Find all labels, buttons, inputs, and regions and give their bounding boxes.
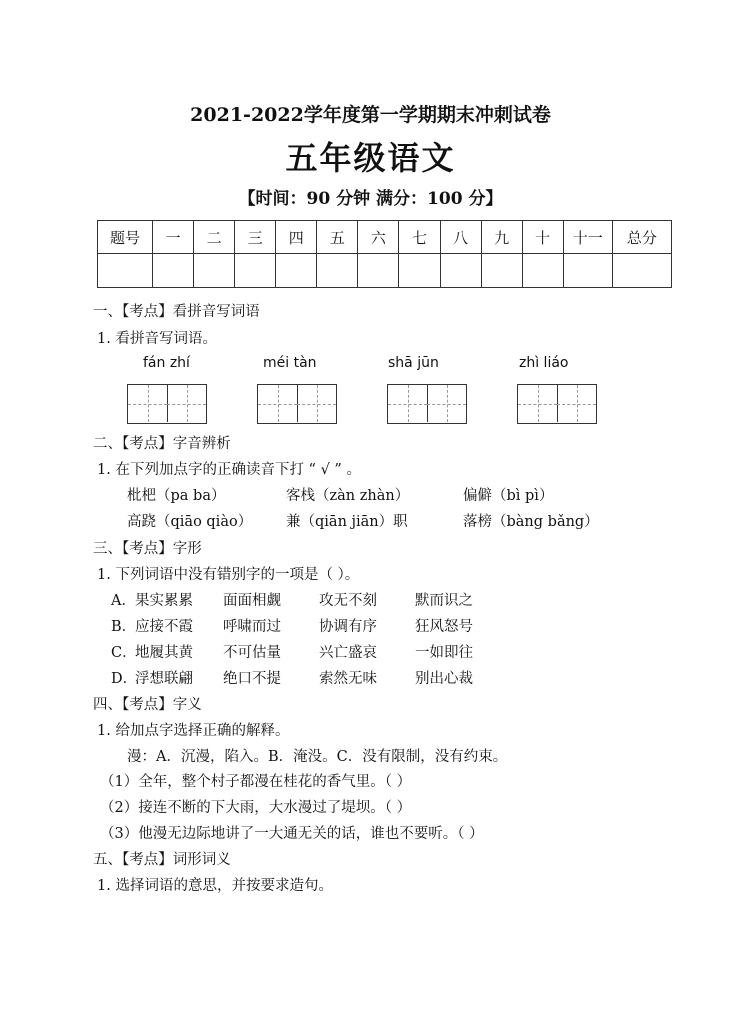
- exam-subject: 五年级语文: [285, 139, 456, 177]
- section-2-question-1: 1. 在下列加点字的正确读音下打 “ √ ” 。: [97, 462, 361, 478]
- pronunciation-item: 偏僻（bì pì）: [463, 488, 554, 504]
- score-table-header-row: [98, 221, 672, 254]
- score-table: [97, 220, 672, 288]
- score-blank-cell[interactable]: [194, 254, 235, 288]
- option-word: 索然无味: [319, 671, 377, 687]
- meaning-item: （1）全年，整个村子都漫在桂花的香气里。（ ）: [100, 774, 412, 790]
- meaning-item: （2）接连不断的下大雨，大水漫过了堤坝。（ ）: [100, 800, 412, 816]
- section-5-title: 五、【考点】词形词义: [93, 852, 231, 868]
- section-5-question-1: 1. 选择词语的意思，并按要求造句。: [97, 878, 333, 894]
- pronunciation-item: 兼（qiān jiān）职: [286, 514, 408, 530]
- writing-grid-box[interactable]: [257, 384, 337, 424]
- score-header-cell: 十: [522, 221, 563, 254]
- option-label: D．: [111, 671, 138, 687]
- pronunciation-item: 高跷（qiāo qiào）: [127, 514, 253, 530]
- option-label: A．: [111, 593, 136, 609]
- score-blank-cell[interactable]: [399, 254, 440, 288]
- score-header-cell: 四: [276, 221, 317, 254]
- score-blank-cell[interactable]: [481, 254, 522, 288]
- section-1-question-1: 1. 看拼音写词语。: [97, 331, 217, 347]
- score-header-cell: 二: [194, 221, 235, 254]
- writing-grid-box[interactable]: [127, 384, 207, 424]
- option-word: 浮想联翩: [135, 671, 193, 687]
- score-header-cell: 七: [399, 221, 440, 254]
- option-word: 狂风怒号: [415, 619, 473, 635]
- writing-grid-box[interactable]: [387, 384, 467, 424]
- pinyin-label: zhì liáo: [519, 355, 569, 371]
- option-word: 面面相觑: [223, 593, 281, 609]
- score-header-cell: 九: [481, 221, 522, 254]
- pinyin-label: méi tàn: [263, 355, 317, 371]
- exam-title: 2021-2022学年度第一学期期末冲刺试卷: [190, 104, 551, 126]
- option-label: C．: [111, 645, 137, 661]
- section-4-question-1: 1. 给加点字选择正确的解释。: [97, 723, 290, 739]
- writing-grid-box[interactable]: [517, 384, 597, 424]
- score-blank-cell[interactable]: [612, 254, 671, 288]
- exam-time-score-info: 【时间：90 分钟 满分：100 分】: [238, 189, 503, 209]
- pronunciation-item: 客栈（zàn zhàn）: [286, 488, 410, 504]
- pronunciation-item: 枇杷（pa ba）: [127, 488, 226, 504]
- option-word: 不可估量: [223, 645, 281, 661]
- definition-line: 漫：A．沉漫，陷入。B．淹没。C．没有限制，没有约束。: [127, 749, 508, 765]
- option-word: 默而识之: [415, 593, 473, 609]
- score-blank-cell[interactable]: [440, 254, 481, 288]
- option-word: 协调有序: [319, 619, 377, 635]
- score-blank-cell[interactable]: [522, 254, 563, 288]
- score-blank-cell[interactable]: [317, 254, 358, 288]
- pinyin-label: shā jūn: [388, 355, 439, 371]
- option-word: 应接不霞: [135, 619, 193, 635]
- score-header-cell: 一: [153, 221, 194, 254]
- score-blank-cell[interactable]: [358, 254, 399, 288]
- option-word: 地履其黄: [135, 645, 193, 661]
- option-word: 呼啸而过: [223, 619, 281, 635]
- section-1-title: 一、【考点】看拼音写词语: [93, 304, 260, 320]
- score-blank-cell[interactable]: [98, 254, 153, 288]
- score-header-cell: 六: [358, 221, 399, 254]
- option-label: B．: [111, 619, 137, 635]
- score-blank-cell[interactable]: [563, 254, 612, 288]
- option-word: 攻无不刻: [319, 593, 377, 609]
- section-3-title: 三、【考点】字形: [93, 541, 202, 557]
- option-word: 别出心裁: [415, 671, 473, 687]
- option-word: 绝口不提: [223, 671, 281, 687]
- score-header-cell: 三: [235, 221, 276, 254]
- option-word: 果实累累: [135, 593, 193, 609]
- score-blank-cell[interactable]: [276, 254, 317, 288]
- option-word: 一如即往: [415, 645, 473, 661]
- pronunciation-item: 落榜（bàng bǎng）: [463, 514, 599, 530]
- score-header-cell: 题号: [98, 221, 153, 254]
- score-header-cell: 五: [317, 221, 358, 254]
- meaning-item: （3）他漫无边际地讲了一大通无关的话，谁也不要听。（ ）: [100, 826, 484, 842]
- section-2-title: 二、【考点】字音辨析: [93, 436, 231, 452]
- score-header-cell: 十一: [563, 221, 612, 254]
- score-table-blank-row: [98, 254, 672, 288]
- score-blank-cell[interactable]: [235, 254, 276, 288]
- score-header-cell: 总分: [612, 221, 671, 254]
- section-3-question-1: 1. 下列词语中没有错别字的一项是（ ）。: [97, 567, 360, 583]
- section-4-title: 四、【考点】字义: [93, 697, 202, 713]
- score-header-cell: 八: [440, 221, 481, 254]
- option-word: 兴亡盛哀: [319, 645, 377, 661]
- pinyin-label: fán zhí: [143, 355, 190, 371]
- score-blank-cell[interactable]: [153, 254, 194, 288]
